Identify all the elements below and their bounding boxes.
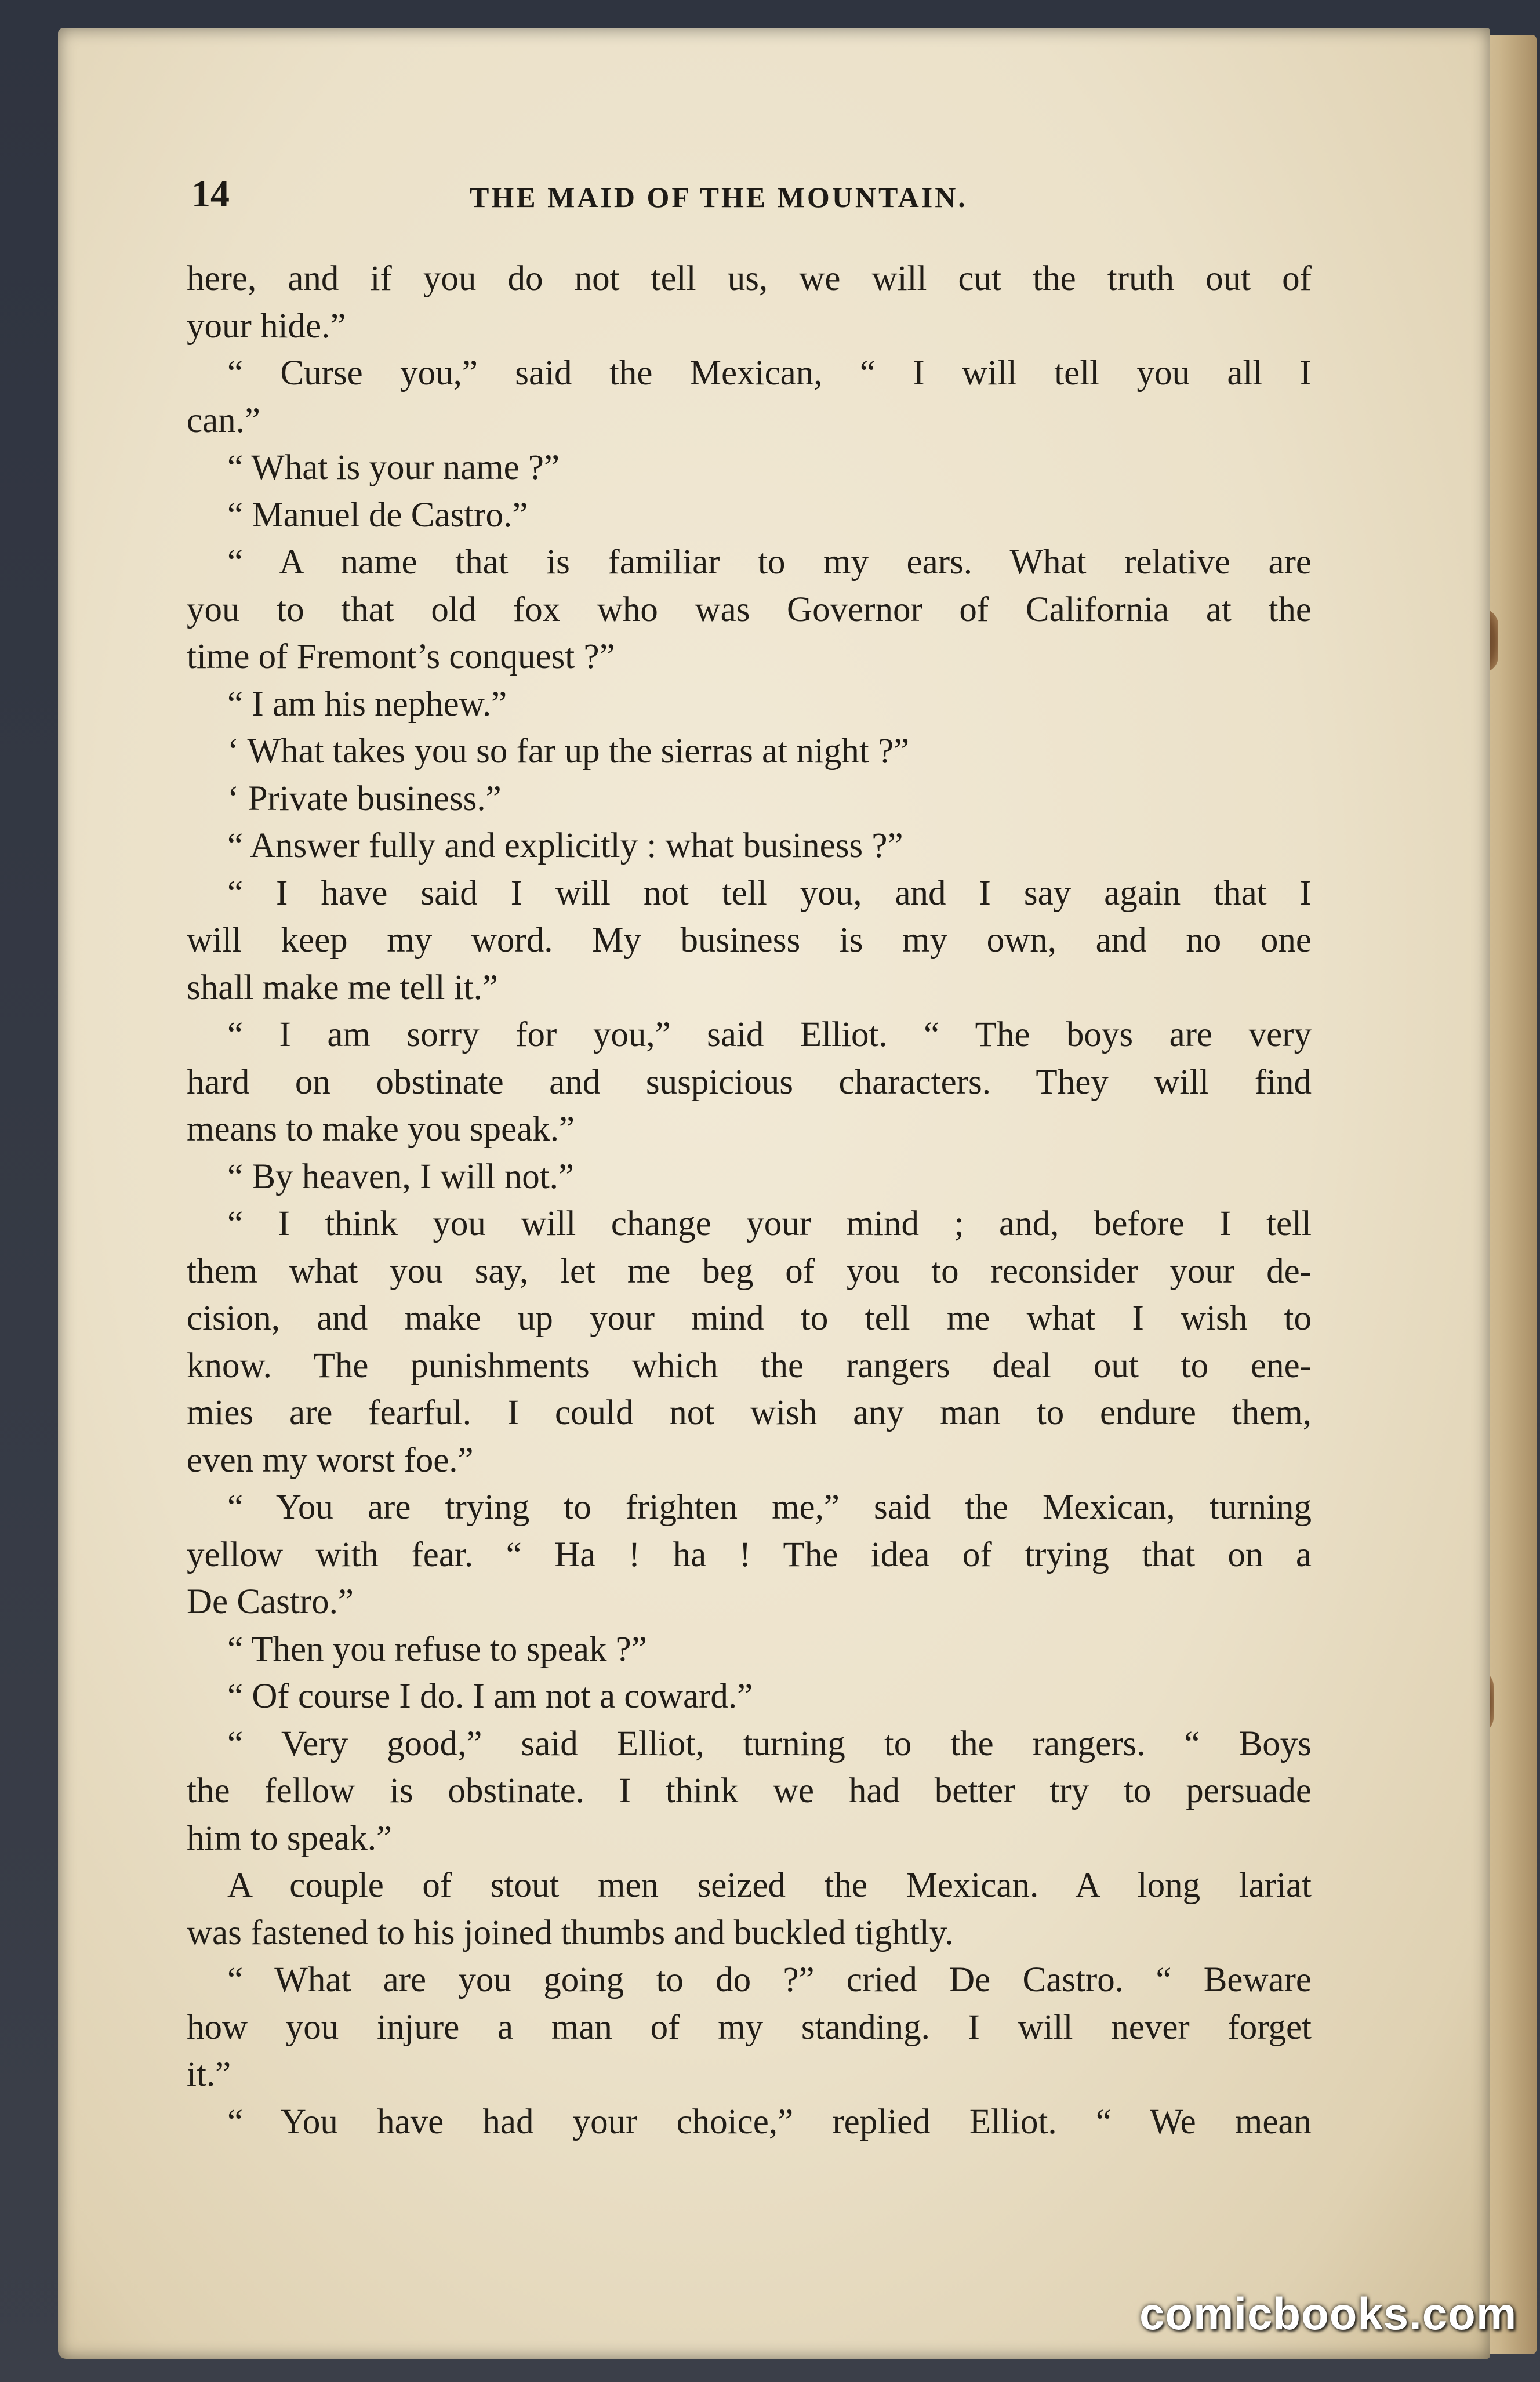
text-line: was fastened to his joined thumbs and buckled tightly. [187,1913,954,1952]
text-line: ‘ What takes you so far up the sierras at night ?” [227,732,910,771]
text-line: means to make you speak.” [187,1110,575,1149]
page-header [191,168,1310,220]
text-line: “ Then you refuse to speak ?” [227,1629,647,1669]
text-line: “ I am sorry for you,” said Elliot. “ The boys are very [227,1015,1312,1054]
text-line: De Castro.” [187,1582,354,1621]
text-line: know. The punishments which the rangers deal out to ene- [187,1346,1312,1385]
body-text [187,255,1312,2145]
text-line: cision, and make up your mind to tell me what I wish to [187,1299,1312,1338]
text-line: “ Answer fully and explicitly : what business ?” [227,826,903,865]
text-line: how you injure a man of my standing. I will never forget [187,2007,1312,2047]
text-line: even my worst foe.” [187,1440,474,1480]
text-line: “ You have had your choice,” replied Elliot. “ We mean [227,2102,1312,2141]
text-line: “ What are you going to do ?” cried De Castro. “ Beware [227,1960,1312,1999]
text-line: you to that old fox who was Governor of California at the [187,590,1312,629]
text-line: ‘ Private business.” [227,779,502,818]
text-line: shall make me tell it.” [187,968,498,1007]
text-line: “ By heaven, I will not.” [227,1157,574,1196]
text-line: them what you say, let me beg of you to reconsider your de- [187,1251,1312,1291]
text-line: “ I think you will change your mind ; and, before I tell [227,1204,1312,1243]
text-line: mies are fearful. I could not wish any man to endure them, [187,1393,1312,1432]
text-line: him to speak.” [187,1818,393,1858]
text-line: “ A name that is familiar to my ears. What relative are [227,543,1312,582]
text-line: will keep my word. My business is my own, and no one [187,921,1312,960]
text-line: “ Of course I do. I am not a coward.” [227,1677,753,1716]
text-line: “ Very good,” said Elliot, turning to the rangers. “ Boys [227,1724,1312,1763]
text-line: hard on obstinate and suspicious characters. They will find [187,1062,1312,1102]
text-line: “ I have said I will not tell you, and I say again that I [227,873,1312,913]
text-line: “ What is your name ?” [227,448,560,487]
text-line: “ You are trying to frighten me,” said the Mexican, turning [227,1488,1312,1527]
text-line: “ Manuel de Castro.” [227,495,528,535]
text-line: A couple of stout men seized the Mexican. A long lariat [227,1866,1312,1905]
text-line: can.” [187,401,260,440]
page-number: 14 [191,173,230,215]
watermark-logo: comicbooks.com [1139,2288,1517,2339]
text-line: time of Fremont’s conquest ?” [187,637,615,676]
text-line: here, and if you do not tell us, we will cut the truth out of [187,259,1312,298]
text-line: “ I am his nephew.” [227,684,507,724]
text-line: the fellow is obstinate. I think we had better try to persuade [187,1771,1312,1810]
text-line: “ Curse you,” said the Mexican, “ I will tell you all I [227,354,1312,393]
running-head: THE MAID OF THE MOUNTAIN. [470,181,968,213]
text-line: your hide.” [187,306,346,346]
text-line: it.” [187,2055,231,2094]
text-line: yellow with fear. “ Ha ! ha ! The idea of trying that on a [187,1535,1312,1574]
